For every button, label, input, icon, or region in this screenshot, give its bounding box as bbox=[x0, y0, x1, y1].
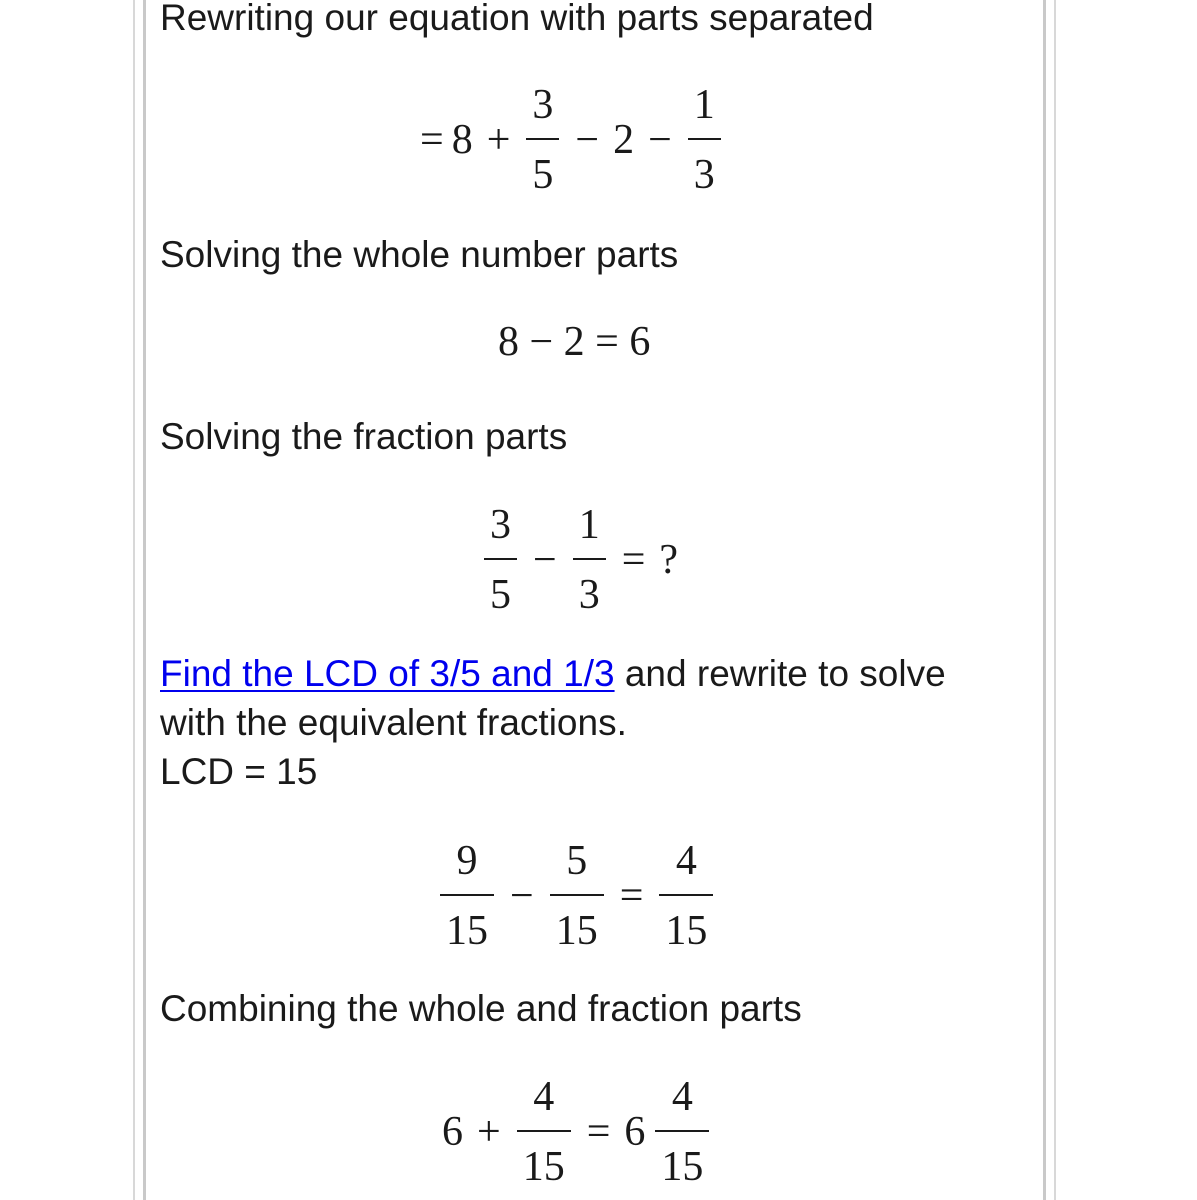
eq5-f1-denominator: 15 bbox=[522, 1144, 565, 1190]
eq3-f1-denominator: 5 bbox=[490, 572, 511, 618]
fraction-bar bbox=[440, 894, 494, 896]
eq3-unknown: ? bbox=[659, 537, 679, 583]
eq5-f1-numerator: 4 bbox=[533, 1074, 555, 1120]
eq3-fraction-1-3 bbox=[573, 504, 606, 616]
left-border-inner bbox=[143, 0, 146, 1200]
eq1-f2-numerator: 1 bbox=[693, 82, 715, 128]
fraction-bar bbox=[550, 894, 604, 896]
eq5-fraction-4-15 bbox=[517, 1076, 571, 1188]
rewrite-text: Rewriting our equation with parts separated bbox=[160, 0, 874, 38]
fraction-bar bbox=[655, 1130, 709, 1132]
eq1-plus: + bbox=[486, 117, 511, 163]
lcd-paragraph bbox=[160, 649, 946, 698]
eq5-mixed-fraction bbox=[655, 1076, 709, 1188]
eq5-f2-numerator: 4 bbox=[671, 1074, 693, 1120]
eq1-minus-1: − bbox=[575, 117, 600, 163]
equation-separated bbox=[416, 84, 727, 196]
find-lcd-link[interactable]: Find the LCD of 3/5 and 1/3 bbox=[160, 653, 615, 694]
eq4-f1-numerator: 9 bbox=[456, 838, 478, 884]
equation-fraction-parts bbox=[478, 504, 682, 616]
eq4-f3-denominator: 15 bbox=[665, 908, 708, 954]
eq4-f2-numerator: 5 bbox=[566, 838, 588, 884]
eq3-f1-numerator: 3 bbox=[490, 502, 511, 548]
eq4-fraction-4-15 bbox=[659, 840, 713, 952]
eq4-minus: − bbox=[510, 873, 534, 919]
eq5-plus: + bbox=[477, 1109, 501, 1155]
lcd-value: LCD = 15 bbox=[160, 751, 318, 792]
eq1-f1-denominator: 5 bbox=[532, 152, 554, 198]
combine-text: Combining the whole and fraction parts bbox=[160, 988, 802, 1029]
eq5-mixed-whole: 6 bbox=[624, 1109, 646, 1155]
eq5-whole-6: 6 bbox=[442, 1109, 463, 1155]
fraction-bar bbox=[688, 138, 721, 140]
fraction-bar bbox=[526, 138, 559, 140]
eq3-f2-numerator: 1 bbox=[578, 502, 600, 548]
eq4-equals: = bbox=[619, 873, 644, 919]
equation-equivalent-fractions bbox=[434, 840, 719, 952]
eq4-f1-denominator: 15 bbox=[446, 908, 488, 954]
fraction-bar bbox=[484, 558, 517, 560]
lcd-text-line2: with the equivalent fractions. bbox=[160, 702, 627, 743]
eq4-f3-numerator: 4 bbox=[675, 838, 697, 884]
eq3-minus: − bbox=[533, 537, 557, 583]
eq3-equals: = bbox=[621, 537, 646, 583]
eq1-whole-8: 8 bbox=[451, 117, 473, 163]
eq3-f2-denominator: 3 bbox=[578, 572, 600, 618]
eq1-fraction-3-5 bbox=[526, 84, 559, 196]
eq1-minus-2: − bbox=[648, 117, 672, 163]
eq4-fraction-9-15 bbox=[440, 840, 494, 952]
eq3-fraction-3-5 bbox=[484, 504, 517, 616]
eq5-equals: = bbox=[586, 1109, 611, 1155]
fraction-bar bbox=[659, 894, 713, 896]
whole-parts-text: Solving the whole number parts bbox=[160, 234, 679, 275]
eq1-f2-denominator: 3 bbox=[693, 152, 715, 198]
lcd-text-rest: and rewrite to solve bbox=[614, 653, 946, 694]
eq4-f2-denominator: 15 bbox=[555, 908, 598, 954]
eq4-fraction-5-15 bbox=[550, 840, 604, 952]
fraction-bar bbox=[517, 1130, 571, 1132]
left-border-outer bbox=[133, 0, 135, 1200]
equation-whole-parts: 8 − 2 = 6 bbox=[498, 319, 651, 365]
equation-combined bbox=[438, 1076, 715, 1188]
right-border-inner bbox=[1043, 0, 1046, 1200]
eq5-f2-denominator: 15 bbox=[661, 1144, 704, 1190]
eq1-equals: = bbox=[420, 117, 444, 163]
fraction-parts-text: Solving the fraction parts bbox=[160, 416, 568, 457]
fraction-bar bbox=[573, 558, 606, 560]
right-border-outer bbox=[1054, 0, 1056, 1200]
eq1-fraction-1-3 bbox=[688, 84, 721, 196]
eq1-whole-2: 2 bbox=[613, 117, 635, 163]
eq1-f1-numerator: 3 bbox=[532, 82, 554, 128]
